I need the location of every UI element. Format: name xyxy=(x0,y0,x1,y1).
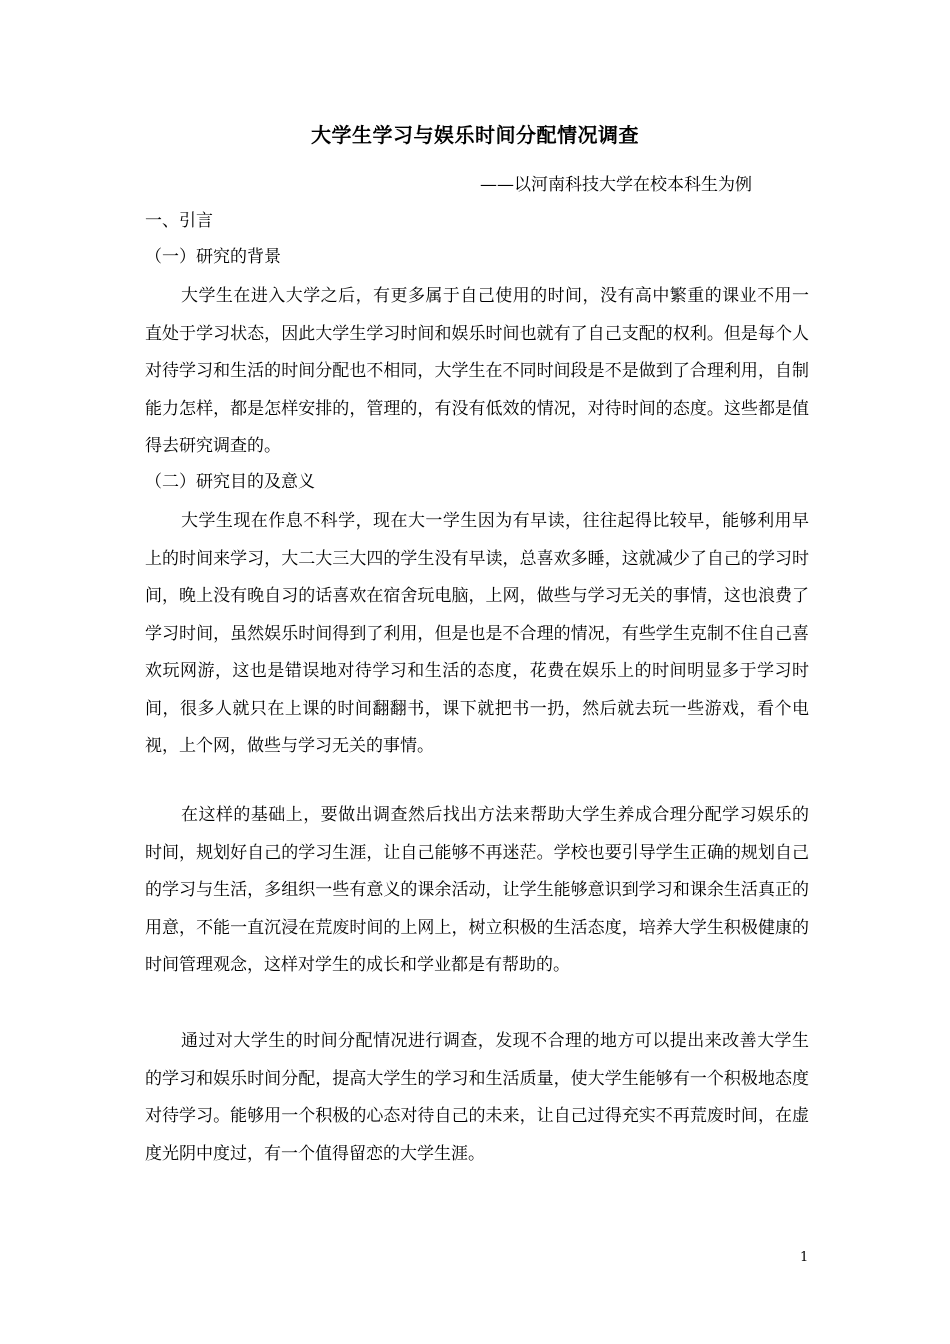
purpose-paragraph-3: 通过对大学生的时间分配情况进行调查，发现不合理的地方可以提出来改善大学生的学习和娱乐时间分配，提高大学生的学习和生活质量，使大学生能够有一个积极地态度对待学习。能够用一个积极的心态对待自己的未来，让自己过得充实不再荒废时间，在虚度光阴中度过，有一个值得留恋的大学生涯。 xyxy=(145,1031,809,1164)
subsection-heading-background: （一）研究的背景 xyxy=(145,247,281,267)
purpose-paragraph-2: 在这样的基础上，要做出调查然后找出方法来帮助大学生养成合理分配学习娱乐的时间，规划好自己的学习生涯，让自己能够不再迷茫。学校也要引导学生正确的规划自己的学习与生活，多组织一些有意义的课余活动，让学生能够意识到学习和课余生活真正的用意，不能一直沉浸在荒废时间的上网上，树立积极的生活态度，培养大学生积极健康的时间管理观念，这样对学生的成长和学业都是有帮助的。 xyxy=(145,805,809,975)
section-heading-introduction: 一、引言 xyxy=(145,211,213,231)
page-number: 1 xyxy=(800,1250,809,1265)
purpose-paragraph-1: 大学生现在作息不科学，现在大一学生因为有早读，往往起得比较早，能够利用早上的时间来学习，大二大三大四的学生没有早读，总喜欢多睡，这就减少了自己的学习时间，晚上没有晚自习的话喜欢在宿舍玩电脑，上网，做些与学习无关的事情，这也浪费了学习时间，虽然娱乐时间得到了利用，但是也是不合理的情况，有些学生克制不住自己喜欢玩网游，这也是错误地对待学习和生活的态度，花费在娱乐上的时间明显多于学习时间，很多人就只在上课的时间翻翻书，课下就把书一扔，然后就去玩一些游戏，看个电视，上个网，做些与学习无关的事情。 xyxy=(145,511,809,756)
document-title: 大学生学习与娱乐时间分配情况调查 xyxy=(311,123,639,147)
background-paragraph: 大学生在进入大学之后，有更多属于自己使用的时间，没有高中繁重的课业不用一直处于学习状态，因此大学生学习时间和娱乐时间也就有了自己支配的权利。但是每个人对待学习和生活的时间分配也不相同，大学生在不同时间段是不是做到了合理利用，自制能力怎样，都是怎样安排的，管理的，有没有低效的情况，对待时间的态度。这些都是值得去研究调查的。 xyxy=(145,286,809,456)
document-subtitle: ——以河南科技大学在校本科生为例 xyxy=(480,175,752,195)
subsection-heading-purpose: （二）研究目的及意义 xyxy=(145,472,315,492)
